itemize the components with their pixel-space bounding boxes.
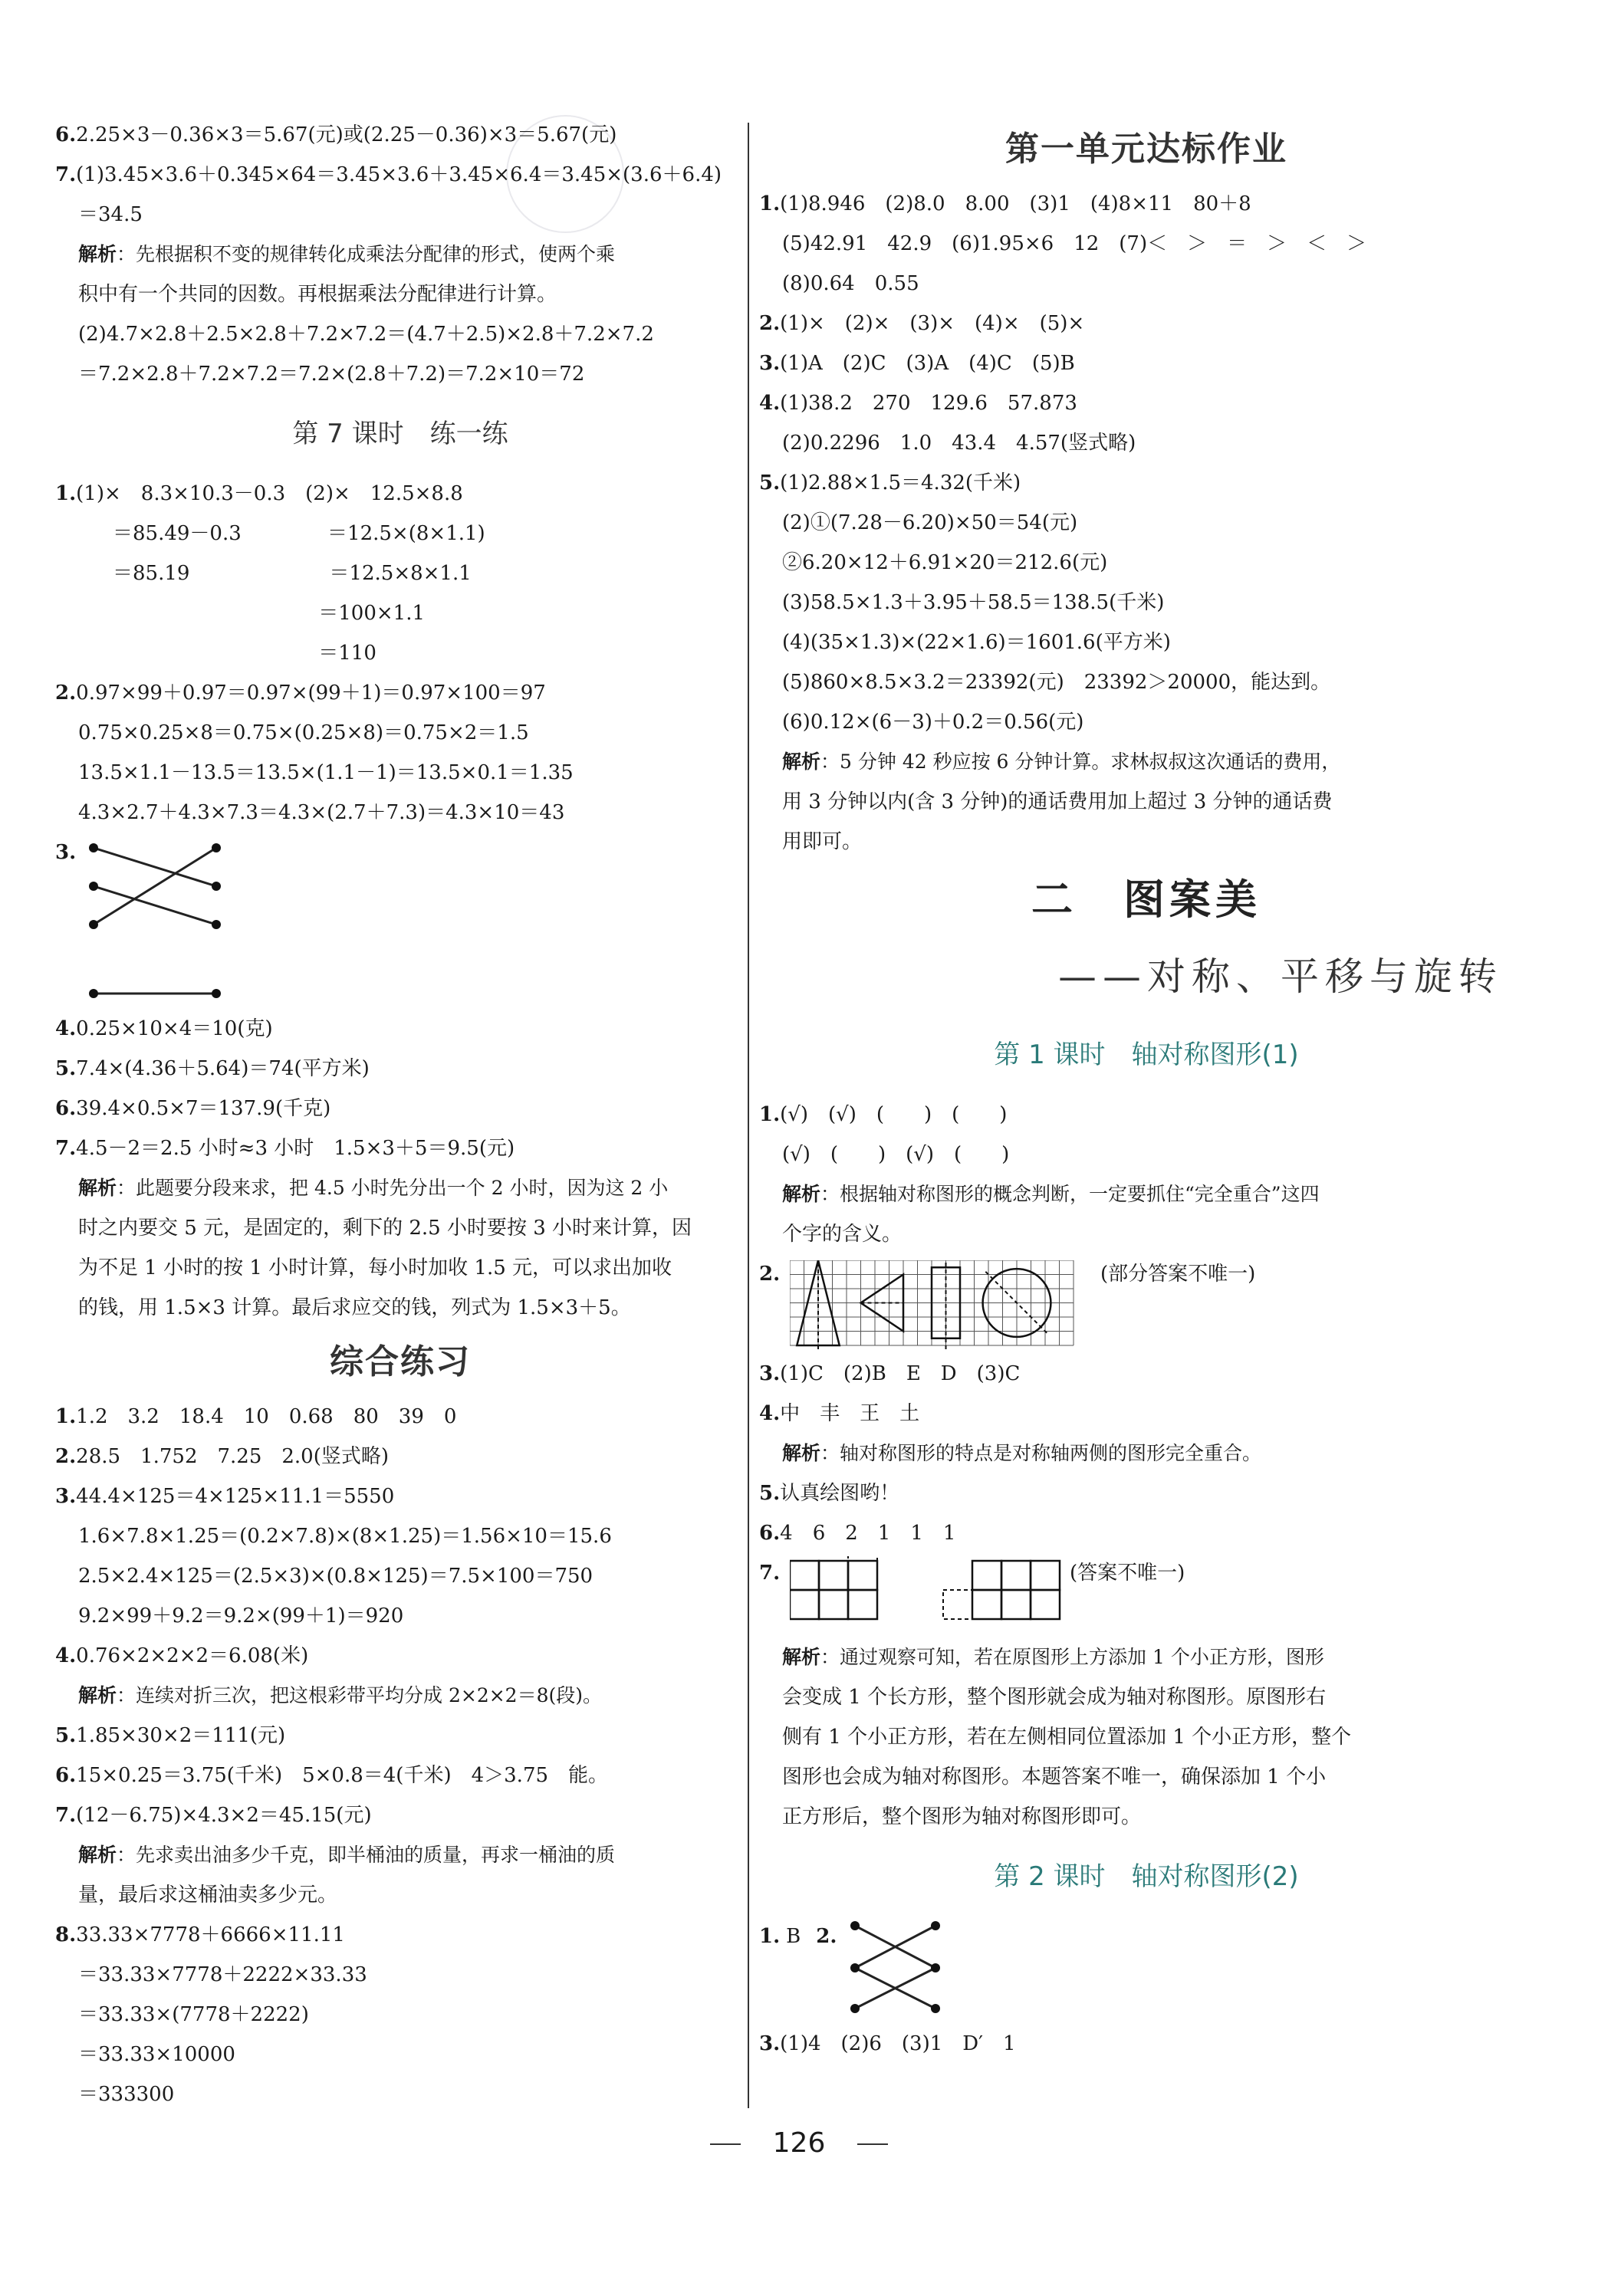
answer-continuation: 正方形后，整个图形为轴对称图形即可。: [782, 1805, 1142, 1828]
answer-continuation: (8)0.64 0.55: [782, 272, 919, 295]
answer-text: 0.25×10×4＝10(克): [76, 1017, 273, 1040]
answer-text: (1)2.88×1.5＝4.32(千米): [780, 471, 1021, 494]
answer-continuation: 侧有 1 个小正方形，若在左侧相同位置添加 1 个小正方形，整个: [782, 1726, 1352, 1749]
answer-continuation: 量，最后求这桶油卖多少元。: [78, 1884, 338, 1907]
question-number: 6.: [55, 123, 77, 146]
lesson-heading: 第 7 课时 练一练: [292, 419, 508, 449]
answer-continuation: 13.5×1.1－13.5＝13.5×(1.1－1)＝13.5×0.1＝1.35: [78, 761, 574, 784]
answer-continuation: ＝33.33×(7778＋2222): [78, 2003, 309, 2026]
page-number: 126: [772, 2127, 826, 2159]
analysis-line: [55, 1835, 745, 1875]
match-dot: [89, 843, 98, 852]
analysis-label: 解析: [78, 1684, 117, 1706]
q1-q2-figure: [759, 1917, 1534, 2024]
question-number: 7.: [55, 1804, 77, 1827]
small-square: [790, 1561, 819, 1590]
analysis-label: 解析: [78, 1177, 117, 1199]
analysis-line: [55, 235, 745, 274]
answer-text: (√) (√) ( ) ( ): [780, 1103, 1008, 1126]
answer-continuation: ＝33.33×7778＋2222×33.33: [78, 1963, 367, 1986]
answer-continuation: (5)42.91 42.9 (6)1.95×6 12 (7)＜ ＞ ＝ ＞ ＜ ＞: [782, 232, 1367, 255]
answer-text: (1)× (2)× (3)× (4)× (5)×: [780, 312, 1085, 335]
match-line: [94, 848, 216, 886]
small-square: [1031, 1561, 1060, 1590]
added-square-dashed: [848, 1556, 877, 1561]
answer-line: [759, 1394, 1534, 1434]
match-dot: [931, 1963, 940, 1972]
analysis-text: ：根据轴对称图形的概念判断，一定要抓住“完全重合”这四: [820, 1183, 1320, 1205]
question-number: 3.: [759, 1362, 781, 1385]
column-divider: [748, 123, 749, 2108]
question-number: 7.: [55, 1137, 77, 1160]
match-dot: [850, 1963, 860, 1972]
question-number: 5.: [759, 1482, 781, 1505]
question-number: 3.: [55, 841, 77, 864]
chapter-title: 二 图案美: [1031, 875, 1261, 924]
question-number: 2.: [55, 1445, 77, 1468]
answer-line: [55, 1915, 745, 1955]
answer-text: 28.5 1.752 7.25 2.0(竖式略): [76, 1445, 390, 1468]
match-dot: [89, 882, 98, 891]
question-number: 4.: [759, 392, 781, 415]
answer-text: 0.97×99＋0.97＝0.97×(99＋1)＝0.97×100＝97: [76, 682, 546, 705]
analysis-line: [759, 1174, 1534, 1214]
analysis-label: 解析: [78, 1844, 117, 1866]
answer-line: [55, 1476, 745, 1516]
section-heading: 综合练习: [330, 1342, 471, 1381]
small-square: [972, 1590, 1001, 1619]
question-number: 3.: [759, 2032, 781, 2055]
analysis-text: ：连续对折三次，把这根彩带平均分成 2×2×2＝8(段)。: [117, 1684, 602, 1706]
answer-continuation: (3)58.5×1.3＋3.95＋58.5＝138.5(千米): [782, 591, 1165, 614]
answer-text: (1)C (2)B E D (3)C: [780, 1362, 1021, 1385]
answer-continuation: (2)①(7.28－6.20)×50＝54(元): [782, 511, 1078, 534]
question-number: 6.: [55, 1097, 77, 1120]
answer-text: 33.33×7778＋6666×11.11: [76, 1923, 345, 1946]
match-dot: [212, 843, 221, 852]
question-number: 2.: [759, 1263, 781, 1286]
analysis-line: [759, 1434, 1534, 1473]
answer-continuation: 时之内要交 5 元，是固定的，剩下的 2.5 小时要按 3 小时来计算，因: [78, 1217, 692, 1240]
answer-line: [55, 1009, 745, 1049]
question-number: 5.: [55, 1724, 77, 1747]
added-square-dashed: [943, 1590, 972, 1619]
answer-continuation: 0.75×0.25×8＝0.75×(0.25×8)＝0.75×2＝1.5: [78, 721, 529, 744]
answer-continuation: 用 3 分钟以内(含 3 分钟)的通话费用加上超过 3 分钟的通话费: [782, 790, 1333, 813]
analysis-text: ：先求卖出油多少千克，即半桶油的质量，再求一桶油的质: [117, 1844, 616, 1866]
answer-continuation: 4.3×2.7＋4.3×7.3＝4.3×(2.7＋7.3)＝4.3×10＝43: [78, 801, 565, 824]
question-number: 8.: [55, 1923, 77, 1946]
small-square: [1001, 1561, 1031, 1590]
analysis-line: [759, 742, 1534, 782]
analysis-text: ：轴对称图形的特点是对称轴两侧的图形完全重合。: [820, 1442, 1262, 1464]
squares-figure: [759, 1553, 1534, 1637]
matching-lines-svg: [86, 833, 239, 1009]
analysis-text: ：先根据积不变的规律转化成乘法分配律的形式，使两个乘: [117, 243, 616, 265]
analysis-label: 解析: [782, 1646, 821, 1668]
answer-continuation: 会变成 1 个长方形，整个图形就会成为轴对称图形。原图形右: [782, 1686, 1327, 1709]
answer-line: [759, 2024, 1534, 2064]
answer-text: 44.4×125＝4×125×11.1＝5550: [76, 1485, 395, 1508]
matching-lines-svg: [843, 1917, 958, 2020]
answer-text: 4.5－2＝2.5 小时≈3 小时 1.5×3＋5＝9.5(元): [76, 1137, 515, 1160]
page-number-row: [0, 2127, 1598, 2159]
answer-text: 2.25×3－0.36×3＝5.67(元)或(2.25－0.36)×3＝5.67(元): [76, 123, 617, 146]
match-dot: [931, 1921, 940, 1930]
question-number: 1.: [759, 192, 781, 215]
calc-step: ＝85.19 ＝12.5×8×1.1: [113, 562, 472, 585]
question-number: 7.: [55, 163, 77, 186]
answer-continuation: 图形也会成为轴对称图形。本题答案不唯一，确保添加 1 个小: [782, 1766, 1327, 1789]
answer-line: [759, 343, 1534, 383]
squares-svg: [790, 1556, 1112, 1633]
answer-text: 39.4×0.5×7＝137.9(千克): [76, 1097, 331, 1120]
calc-step: ＝85.49－0.3 ＝12.5×(8×1.1): [113, 522, 485, 545]
calc-step: ＝100×1.1: [113, 602, 426, 625]
symmetry-grid-figure: [759, 1254, 1534, 1354]
answer-continuation: (5)860×8.5×3.2＝23392(元) 23392＞20000，能达到。: [782, 671, 1331, 694]
small-square: [819, 1590, 848, 1619]
analysis-label: 解析: [782, 1183, 821, 1205]
question-number: 2.: [759, 312, 781, 335]
answer-line: [759, 184, 1534, 224]
question-number: 1.: [55, 482, 77, 505]
chapter-subtitle: ——对称、平移与旋转: [1058, 954, 1503, 999]
question-number: 1.: [759, 1925, 781, 1948]
small-square: [1001, 1590, 1031, 1619]
answer-text: B: [786, 1925, 801, 1948]
answer-line: [759, 1095, 1534, 1135]
question-number: 2.: [816, 1925, 837, 1948]
small-square: [972, 1561, 1001, 1590]
answer-text: 0.76×2×2×2＝6.08(米): [76, 1644, 309, 1667]
answer-note: (答案不唯一): [1070, 1562, 1185, 1585]
match-dot: [850, 1921, 860, 1930]
answer-continuation: (√) ( ) (√) ( ): [782, 1143, 1010, 1166]
small-square: [819, 1561, 848, 1590]
answer-line: [55, 673, 745, 713]
analysis-line: [55, 1168, 745, 1208]
answer-line: [759, 304, 1534, 343]
answer-text: 7.4×(4.36＋5.64)＝74(平方米): [76, 1057, 370, 1080]
small-square: [790, 1590, 819, 1619]
grid-svg: [790, 1260, 1097, 1352]
match-dot: [89, 989, 98, 998]
question-number: 5.: [55, 1057, 77, 1080]
answer-line: [759, 463, 1534, 503]
answer-line: [55, 1397, 745, 1437]
answer-text: 1.2 3.2 18.4 10 0.68 80 39 0: [76, 1405, 457, 1428]
analysis-label: 解析: [782, 1442, 821, 1464]
answer-line: [55, 1437, 745, 1476]
question-number: 7.: [759, 1562, 781, 1585]
answer-line: [55, 1795, 745, 1835]
answer-line: [55, 1716, 745, 1756]
match-line: [94, 886, 216, 925]
answer-continuation: 9.2×99＋9.2＝9.2×(99＋1)＝920: [78, 1605, 404, 1628]
answer-line: [759, 1513, 1534, 1553]
answer-text: (12－6.75)×4.3×2＝45.15(元): [76, 1804, 372, 1827]
answer-continuation: ＝333300: [78, 2083, 175, 2106]
match-line: [94, 848, 216, 925]
dash-right: [857, 2143, 888, 2145]
question-number: 6.: [759, 1522, 781, 1545]
analysis-text: ：此题要分段来求，把 4.5 小时先分出一个 2 小时，因为这 2 小: [117, 1177, 669, 1199]
answer-text: 15×0.25＝3.75(千米) 5×0.8＝4(千米) 4＞3.75 能。: [76, 1764, 609, 1787]
answer-continuation: 个字的含义。: [782, 1223, 903, 1246]
answer-continuation: ＝7.2×2.8＋7.2×7.2＝7.2×(2.8＋7.2)＝7.2×10＝72: [78, 363, 585, 386]
match-dot: [212, 989, 221, 998]
small-square: [848, 1561, 877, 1590]
question-number: 5.: [759, 471, 781, 494]
answer-continuation: (4)(35×1.3)×(22×1.6)＝1601.6(平方米): [782, 631, 1171, 654]
answer-continuation: ＝33.33×10000: [78, 2043, 235, 2066]
lesson-heading: 第 2 课时 轴对称图形(2): [994, 1861, 1299, 1892]
answer-note: (部分答案不唯一): [1100, 1263, 1256, 1286]
analysis-label: 解析: [782, 751, 821, 773]
answer-continuation: 为不足 1 小时的按 1 小时计算，每小时加收 1.5 元，可以求出加收: [78, 1256, 672, 1279]
answer-text: (1)× 8.3×10.3－0.3 (2)× 12.5×8.8: [76, 482, 463, 505]
answer-line: [55, 115, 745, 155]
question-number: 1.: [759, 1103, 781, 1126]
answer-text: 1.85×30×2＝111(元): [76, 1724, 286, 1747]
analysis-text: ：5 分钟 42 秒应按 6 分钟计算。求林叔叔这次通话的费用，: [820, 751, 1341, 773]
answer-continuation: (2)4.7×2.8＋2.5×2.8＋7.2×7.2＝(4.7＋2.5)×2.8＋7.2×7.2: [78, 323, 654, 346]
analysis-text: ：通过观察可知，若在原图形上方添加 1 个小正方形，图形: [820, 1646, 1324, 1668]
answer-continuation: (2)0.2296 1.0 43.4 4.57(竖式略): [782, 432, 1136, 455]
left-column: [55, 115, 745, 2114]
section-heading: 第一单元达标作业: [1005, 130, 1287, 169]
question-number: 3.: [55, 1485, 77, 1508]
calc-step: ＝110: [113, 642, 376, 665]
question-number: 4.: [55, 1644, 77, 1667]
answer-text: 4 6 2 1 1 1: [780, 1522, 956, 1545]
question-number: 6.: [55, 1764, 77, 1787]
analysis-line: [55, 1676, 745, 1716]
answer-line: [55, 1049, 745, 1089]
match-dot: [212, 920, 221, 929]
answer-line: [55, 1636, 745, 1676]
answer-text: (1)A (2)C (3)A (4)C (5)B: [780, 352, 1075, 375]
answer-continuation: ＝34.5: [78, 203, 143, 226]
answer-line: [55, 1128, 745, 1168]
small-square: [1031, 1590, 1060, 1619]
small-square: [848, 1590, 877, 1619]
question-number: 4.: [55, 1017, 77, 1040]
answer-line: [759, 383, 1534, 423]
question-number: 2.: [55, 682, 77, 705]
answer-line: [55, 474, 745, 514]
matching-figure: [55, 833, 745, 1009]
answer-line: [55, 1756, 745, 1795]
question-number: 1.: [55, 1405, 77, 1428]
analysis-line: [759, 1637, 1534, 1677]
answer-text: (1)4 (2)6 (3)1 D′ 1: [780, 2032, 1016, 2055]
match-dot: [89, 920, 98, 929]
answer-text: 中 丰 王 土: [780, 1402, 920, 1425]
analysis-label: 解析: [78, 243, 117, 265]
answer-line: [759, 1473, 1534, 1513]
answer-continuation: 1.6×7.8×1.25＝(0.2×7.8)×(8×1.25)＝1.56×10＝15.6: [78, 1525, 612, 1548]
answer-text: (1)8.946 (2)8.0 8.00 (3)1 (4)8×11 80＋8: [780, 192, 1251, 215]
match-dot: [850, 2004, 860, 2013]
answer-continuation: 用即可。: [782, 830, 863, 853]
match-dot: [212, 882, 221, 891]
answer-continuation: ②6.20×12＋6.91×20＝212.6(元): [782, 551, 1108, 574]
question-number: 3.: [759, 352, 781, 375]
answer-continuation: 2.5×2.4×125＝(2.5×3)×(0.8×125)＝7.5×100＝750: [78, 1565, 593, 1588]
answer-text: (1)38.2 270 129.6 57.873: [780, 392, 1077, 415]
answer-continuation: 的钱，用 1.5×3 计算。最后求应交的钱，列式为 1.5×3＋5。: [78, 1296, 631, 1319]
answer-line: [759, 1354, 1534, 1394]
answer-line: [55, 155, 745, 195]
answer-text: (1)3.45×3.6＋0.345×64＝3.45×3.6＋3.45×6.4＝3.45×(3.6＋6.4): [76, 163, 722, 186]
answer-line: [55, 1089, 745, 1128]
dash-left: [710, 2143, 741, 2145]
match-dot: [931, 2004, 940, 2013]
answer-continuation: (6)0.12×(6－3)＋0.2＝0.56(元): [782, 711, 1084, 734]
question-number: 4.: [759, 1402, 781, 1425]
right-column: [759, 115, 1534, 2064]
lesson-heading: 第 1 课时 轴对称图形(1): [994, 1040, 1299, 1070]
answer-text: 认真绘图哟！: [780, 1482, 900, 1505]
answer-continuation: 积中有一个共同的因数。再根据乘法分配律进行计算。: [78, 283, 557, 306]
